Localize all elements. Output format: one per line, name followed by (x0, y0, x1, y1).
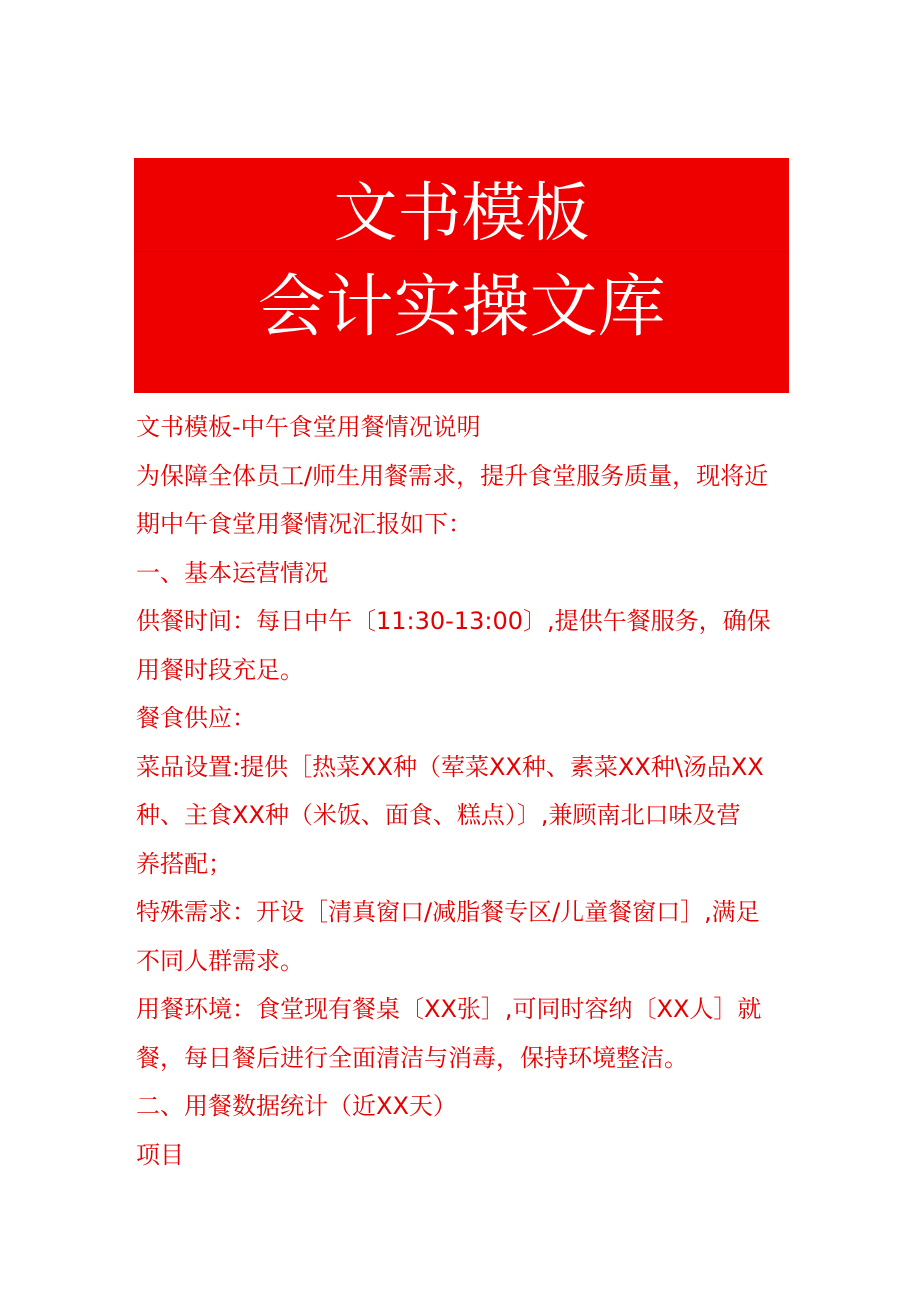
paragraph-line: 用餐环境：食堂现有餐桌〔XX张］,可同时容纳〔XX人］就 (136, 995, 762, 1023)
section-heading: 一、基本运营情况 (136, 558, 328, 587)
document-body (136, 403, 790, 1179)
paragraph-line: 种、主食XX种（米饭、面食、糕点）〕,兼顾南北口味及营 (136, 801, 741, 829)
paragraph-line: 特殊需求：开设［清真窗口/减脂餐专区/儿童餐窗口］,满足 (136, 898, 760, 926)
paragraph-line: 餐食供应： (136, 704, 256, 732)
banner-divider (134, 251, 789, 252)
paragraph-line: 供餐时间：每日中午〔11:30-13:00〕,提供午餐服务，确保 (136, 607, 771, 635)
paragraph-line: 不同人群需求。 (136, 946, 304, 975)
paragraph-line: 期中午食堂用餐情况汇报如下： (136, 510, 472, 538)
section-heading: 二、用餐数据统计（近XX天） (136, 1092, 457, 1120)
paragraph-line: 为保障全体员工/师生用餐需求，提升食堂服务质量，现将近 (136, 461, 769, 490)
banner-subtitle: 会计实操文库 (257, 268, 666, 347)
paragraph-line: 用餐时段充足。 (136, 655, 304, 684)
paragraph-line: 餐，每日餐后进行全面清洁与消毒，保持环境整洁。 (136, 1043, 688, 1072)
banner-title: 文书模板 (333, 177, 590, 251)
paragraph-line: 养搭配； (136, 849, 232, 878)
title-banner (134, 158, 789, 393)
table-header-label: 项目 (136, 1140, 184, 1169)
doc-title: 文书模板-中午食堂用餐情况说明 (136, 413, 481, 441)
paragraph-line: 菜品设置:提供［热菜XX种（荤菜XX种、素菜XX种\汤品XX (136, 752, 764, 781)
